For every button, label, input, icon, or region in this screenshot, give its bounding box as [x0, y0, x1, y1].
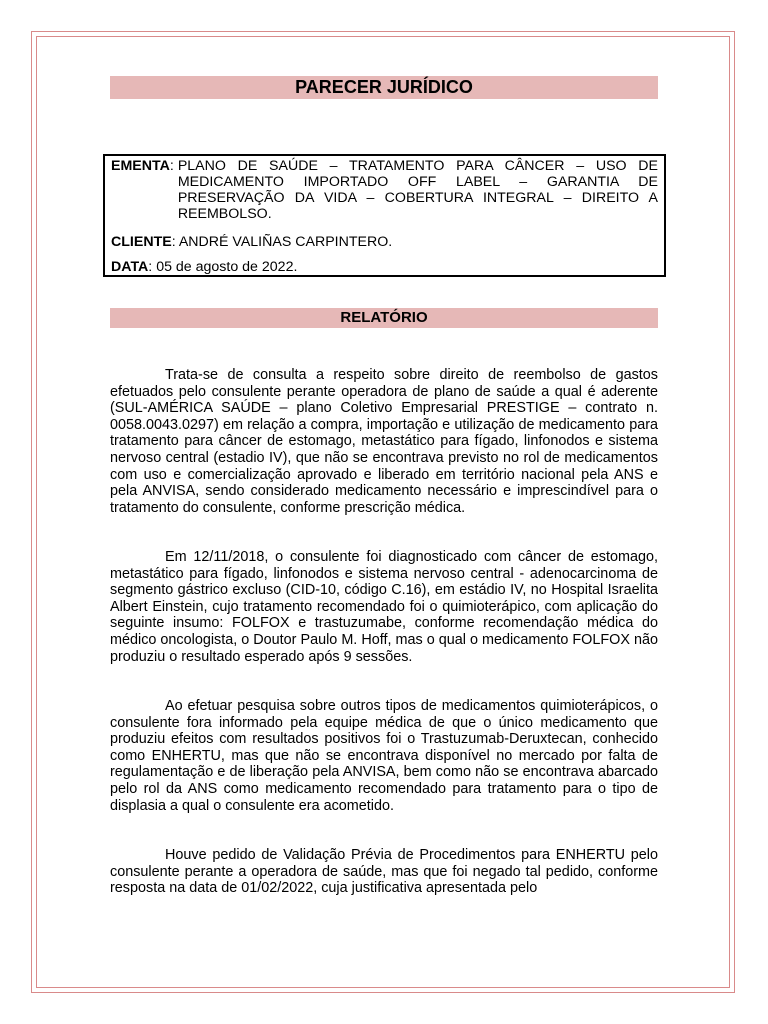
cliente-label: CLIENTE [111, 234, 172, 250]
ementa-line: EMENTA: PLANO DE SAÚDE – TRATAMENTO PARA CÂNCER – USO DE MEDICAMENTO IMPORTADO OFF LABEL – GARANTIA DE PRESERVAÇÃO DA VIDA – COBERTURA INTEGRAL – DIREITO A REEMBOLSO. [111, 158, 658, 222]
ementa-label: EMENTA [111, 158, 170, 174]
paragraph: Houve pedido de Validação Prévia de Procedimentos para ENHERTU pelo consulente perante a operadora de saúde, mas que foi negado tal pedido, conforme resposta na data de 01/02/2022, cuja justificativa apresentada pelo [110, 847, 658, 897]
paragraph: Ao efetuar pesquisa sobre outros tipos de medicamentos quimioterápicos, o consulente fora informado pela equipe médica de que o único medicamento que produziu efeitos com resultados positivos foi o Trastuzumab-Deruxtecan, conhecido como ENHERTU, mas que não se encontrava disponível no mercado por falta de regulamentação e de liberação pela ANVISA, bem como não se encontrava abarcado pelo rol da ANS como medicamento recomendado para tratamento para o tipo de displasia a qual o consulente era acometido. [110, 698, 658, 814]
paragraph: Trata-se de consulta a respeito sobre direito de reembolso de gastos efetuados pelo consulente perante operadora de plano de saúde a qual é aderente (SUL-AMÉRICA SAÚDE – plano Coletivo Empresarial PRESTIGE – contrato n. 0058.0043.0297) em relação a compra, importação e utilização de medicamento para tratamento para câncer de estomago, metastático para fígado, linfonodos e sistema nervoso central (estadio IV), que não se encontrava previsto no rol de medicamentos com uso e comercialização aprovado e liberado em território nacional pela ANS e pela ANVISA, sendo considerado medicamento necessário e imprescindível para o tratamento do consulente, conforme prescrição médica. [110, 367, 658, 516]
cliente-line: CLIENTE: ANDRÉ VALIÑAS CARPINTERO. [111, 234, 393, 250]
cliente-value: ANDRÉ VALIÑAS CARPINTERO. [178, 234, 393, 250]
data-label: DATA [111, 259, 149, 275]
data-value: 05 de agosto de 2022. [156, 259, 298, 275]
section-title-relatorio: RELATÓRIO [110, 308, 658, 328]
summary-box [103, 154, 666, 277]
document-title: PARECER JURÍDICO [110, 76, 658, 99]
paragraph: Em 12/11/2018, o consulente foi diagnosticado com câncer de estomago, metastático para fígado, linfonodos e sistema nervoso central - adenocarcinoma de segmento gástrico excluso (CID-10, código C.16), em estádio IV, no Hospital Israelita Albert Einstein, cujo tratamento recomendado foi o quimioterápico, com aplicação do seguinte insumo: FOLFOX e trastuzumabe, conforme recomendação médica do médico oncologista, o Doutor Paulo M. Hoff, mas o qual o medicamento FOLFOX não produziu o resultado esperado após 9 sessões. [110, 549, 658, 665]
ementa-text: PLANO DE SAÚDE – TRATAMENTO PARA CÂNCER – USO DE MEDICAMENTO IMPORTADO OFF LABEL – GARANTIA DE PRESERVAÇÃO DA VIDA – COBERTURA INTEGRAL – DIREITO A REEMBOLSO. [177, 158, 658, 222]
data-line: DATA: 05 de agosto de 2022. [111, 259, 298, 275]
